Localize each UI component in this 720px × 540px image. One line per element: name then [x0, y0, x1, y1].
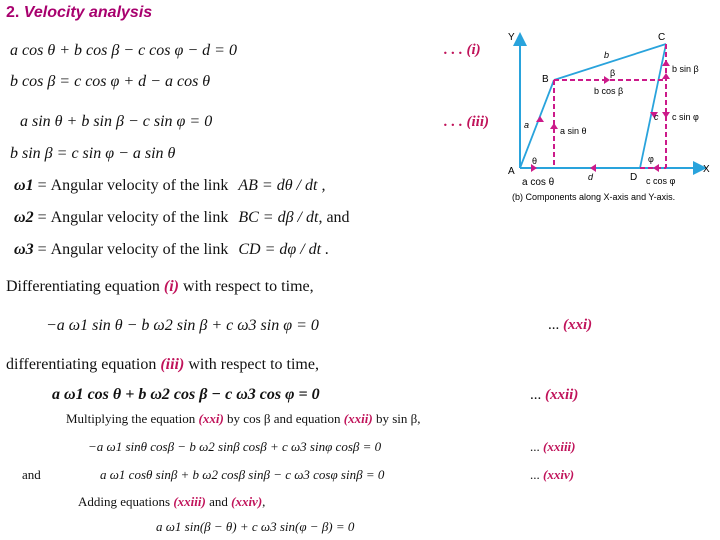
diagram-caption: (b) Components along X-axis and Y-axis. — [512, 192, 676, 202]
section-number: 2. — [6, 4, 20, 21]
equation-final: a ω1 sin(β − θ) + c ω3 sin(φ − β) = 0 — [156, 519, 355, 534]
y-axis-label: Y — [508, 32, 515, 43]
link-c — [640, 44, 666, 168]
omega-2-definition: ω2 = Angular velocity of the link BC = dβ / dt, and — [14, 209, 350, 226]
equation-1: a cos θ + b cos β − c cos φ − d = 0 — [10, 42, 237, 59]
link-a-label: a — [524, 120, 530, 130]
equation-xxiv-lead: and — [22, 467, 41, 482]
four-bar-components-diagram — [500, 28, 716, 208]
equation-xxii: a ω1 cos θ + b ω2 cos β − c ω3 cos φ = 0 — [52, 386, 320, 403]
point-b-label: B — [542, 74, 549, 85]
point-c-label: C — [658, 32, 666, 43]
c-cos-label: c cos φ — [646, 176, 676, 186]
equation-xxii-tag: ... (xxii) — [530, 387, 579, 403]
equation-xxiii: −a ω1 sinθ cosβ − b ω2 sinβ cosβ + c ω3 sinφ cosβ = 0 — [88, 439, 382, 454]
phi-label: φ — [648, 154, 654, 164]
equation-3: a sin θ + b sin β − c sin φ = 0 — [20, 113, 213, 130]
b-sin-label: b sin β — [672, 64, 699, 74]
equation-4: b sin β = c sin φ − a sin θ — [10, 145, 176, 162]
adding-text: Adding equations (xxiii) and (xxiv), — [78, 494, 266, 509]
multiplying-text: Multiplying the equation (xxi) by cos β and equation (xxii) by sin β, — [66, 411, 421, 426]
equation-xxi: −a ω1 sin θ − b ω2 sin β + c ω3 sin φ = 0 — [46, 317, 319, 334]
equation-xxi-tag: ... (xxi) — [548, 317, 593, 333]
equation-xxiv: a ω1 cosθ sinβ + b ω2 cosβ sinβ − c ω3 cosφ sinβ = 0 — [100, 467, 385, 482]
equation-xxiii-tag: ... (xxiii) — [530, 439, 576, 454]
b-cos-label: b cos β — [594, 86, 624, 96]
link-d-label: d — [588, 172, 594, 182]
section-title-text: Velocity analysis — [23, 4, 153, 21]
equation-3-tag: . . . (iii) — [444, 114, 489, 130]
section-title — [6, 4, 152, 22]
omega-3-definition: ω3 = Angular velocity of the link CD = dφ / dt . — [14, 241, 330, 258]
omega-1-definition: ω1 = Angular velocity of the link AB = dθ / dt , — [14, 177, 326, 194]
equation-2: b cos β = c cos φ + d − a cos θ — [10, 73, 211, 90]
c-sin-label: c sin φ — [672, 112, 699, 122]
link-b-label: b — [604, 50, 610, 60]
differentiating-text-1: Differentiating equation (i) with respect to time, — [6, 278, 314, 295]
x-axis-label: X — [703, 164, 710, 175]
equation-xxiv-tag: ... (xxiv) — [530, 467, 575, 482]
theta-label: θ — [532, 156, 538, 166]
point-a-label: A — [508, 166, 515, 177]
link-c-label: c — [654, 112, 659, 122]
differentiating-text-2: differentiating equation (iii) with respect to time, — [6, 356, 319, 373]
equation-1-tag: . . . (i) — [444, 42, 481, 58]
a-cos-label: a cos θ — [522, 177, 555, 188]
beta-label: β — [610, 68, 616, 78]
a-sin-label: a sin θ — [560, 126, 587, 136]
point-d-label: D — [630, 172, 638, 183]
